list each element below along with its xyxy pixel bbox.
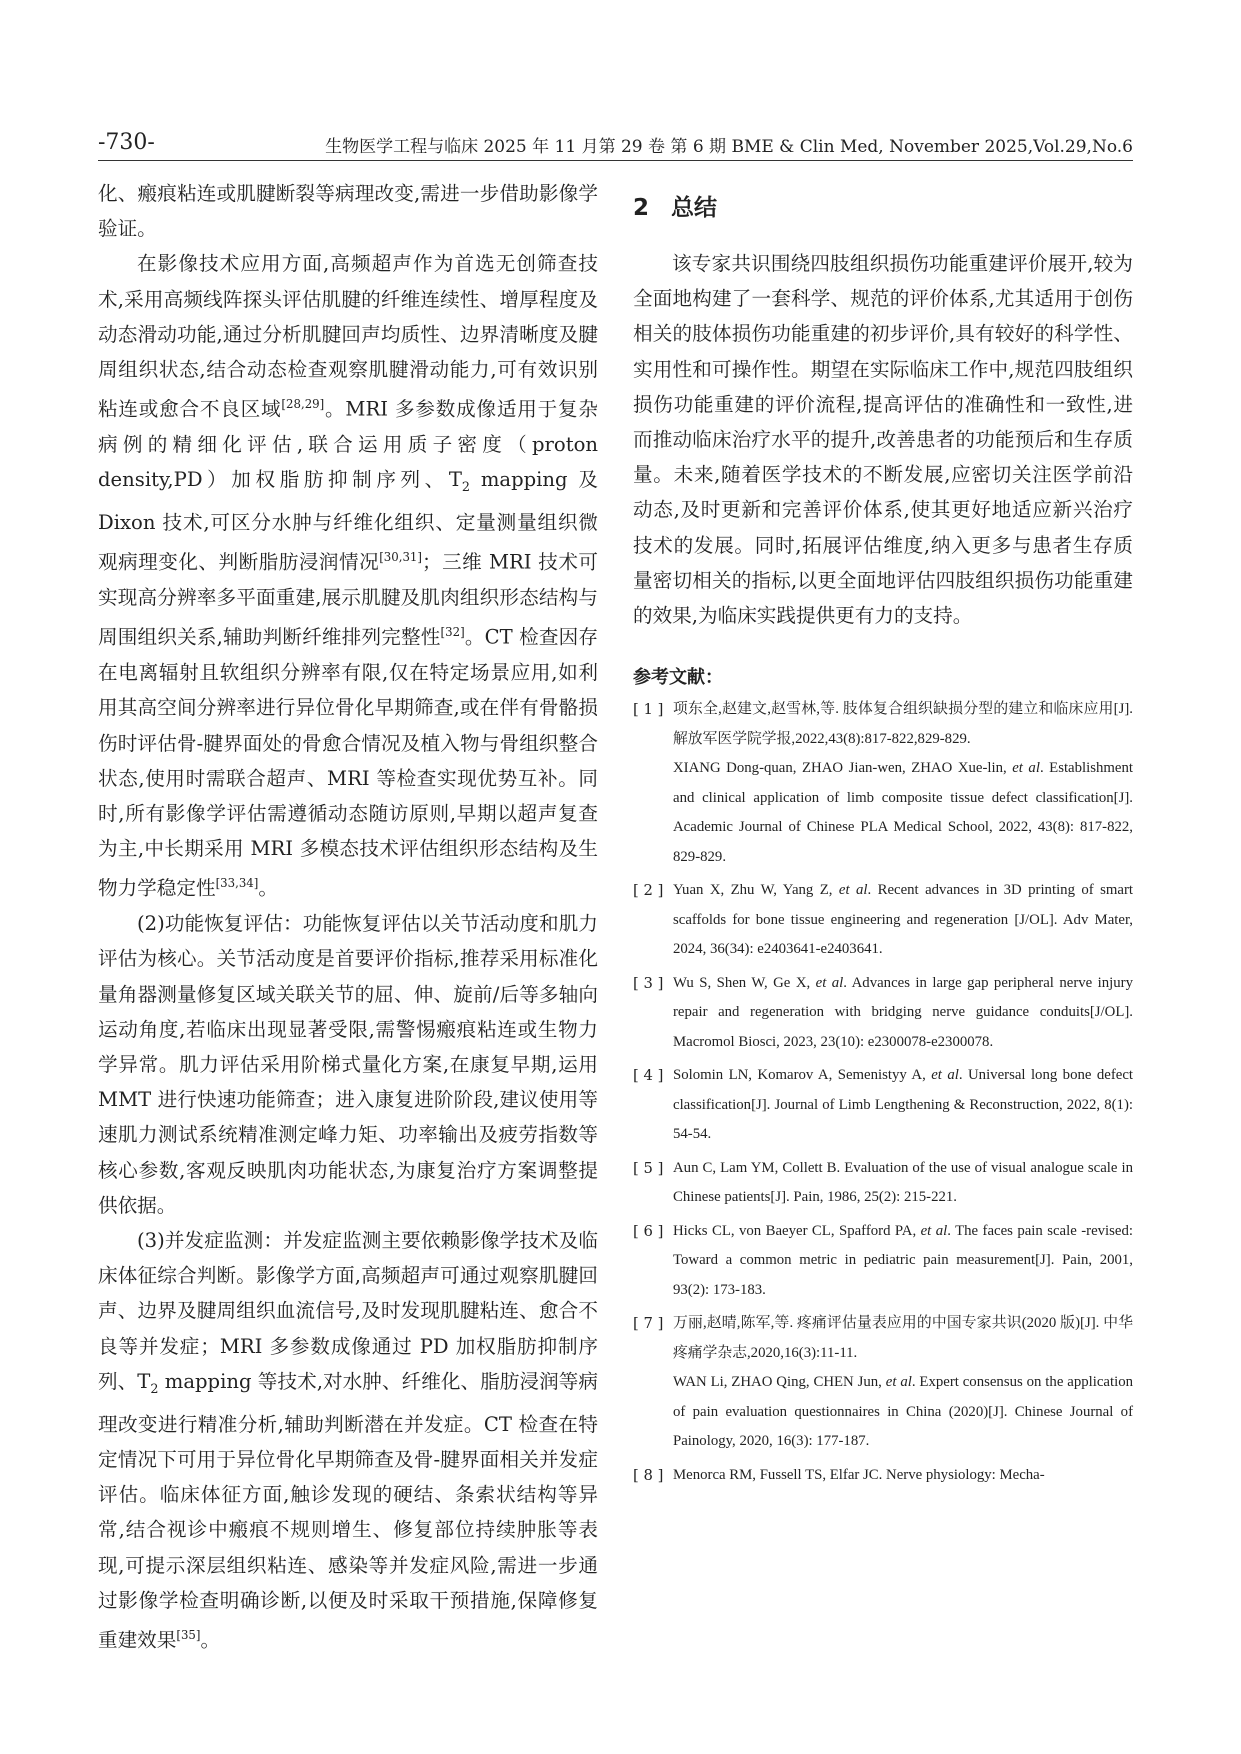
left-column <box>98 176 598 1658</box>
page-header <box>98 130 1133 160</box>
paragraph-continued: 化、瘢痕粘连或肌腱断裂等病理改变,需进一步借助影像学验证。 <box>98 182 598 241</box>
page-number: -730- <box>98 130 155 155</box>
references-list <box>633 695 1133 1490</box>
paragraph-complication: (3)并发症监测：并发症监测主要依赖影像学技术及临床体征综合判断。影像学方面,高频超声可通过观察肌腱回声、边界及腱周组织血流信号,及时发现肌腱粘连、愈合不良等并发症；MRI 多参数成像通过 PD 加权脂肪抑制序列、$T_2$ mapping 等技术,对水肿、纤维化、脂肪浸润等病理改变进行精准分析,辅助判断潜在并发症。CT 检查在特定情况下可用于异位骨化早期筛查及骨-腱界面相关并发症评估。临床体征方面,触诊发现的硬结、条索状结构等异常,结合视诊中瘢痕不规则增生、修复部位持续肿胀等表现,可提示深层组织粘连、感染等并发症风险,需进一步通过影像学检查明确诊断,以便及时采取干预措施,保障修复重建效果[35]。 <box>98 1228 598 1652</box>
citation: [32] <box>440 625 465 640</box>
references-heading: 参考文献： <box>633 667 723 689</box>
reference-item: [ 5 ] Aun C, Lam YM, Collett B. Evaluation of the use of visual analogue scale in Chinese patients[J]. Pain, 1986, 25(2): 215-221. <box>633 1159 1133 1206</box>
reference-item: [ 4 ] Solomin LN, Komarov A, Semenistyy A, et al. Universal long bone defect classification[J]. Journal of Limb Lengthening & Reconstruction, 2022, 8(1): 54-54. <box>633 1067 1134 1143</box>
reference-item: [ 8 ] Menorca RM, Fussell TS, Elfar JC. Nerve physiology: Mecha- <box>633 1466 1045 1484</box>
reference-item: [ 1 ] 项东全,赵建文,赵雪林,等. 肢体复合组织缺损分型的建立和临床应用[J]. 解放军医学院学报,2022,43(8):817-822,829-829. XIANG Dong-quan, ZHAO Jian-wen, ZHAO Xue-lin, et al. Establishment and clinical application of limb composite tissue defect classification[J]. Academic Journal of Chinese PLA Medical School, 2022, 43(8): 817-822, 829-829. <box>633 701 1133 865</box>
reference-item: [ 6 ] Hicks CL, von Baeyer CL, Spafford PA, et al. The faces pain scale -revised: Toward a common metric in pediatric pain measurement[J]. Pain, 2001, 93(2): 173-183. <box>633 1222 1133 1298</box>
paragraph-function-recovery: (2)功能恢复评估：功能恢复评估以关节活动度和肌力评估为核心。关节活动度是首要评价指标,推荐采用标准化量角器测量修复区域关联关节的屈、伸、旋前/后等多轴向运动角度,若临床出现显著受限,需警惕瘢痕粘连或生物力学异常。肌力评估采用阶梯式量化方案,在康复早期,运用 MMT 进行快速功能筛查；进入康复进阶阶段,建议使用等速肌力测试系统精准测定峰力矩、功率输出及疲劳指数等核心参数,客观反映肌肉功能状态,为康复治疗方案调整提供依据。 <box>98 912 598 1217</box>
reference-item: [ 7 ] 万丽,赵晴,陈军,等. 疼痛评估量表应用的中国专家共识(2020 版)[J]. 中华疼痛学杂志,2020,16(3):11-11. WAN Li, ZHAO Qing, CHEN Jun, et al. Expert consensus on the application of pain evaluation questionnaires in China (2020)[J]. Chinese Journal of Painology, 2020, 16(3): 177-187. <box>633 1315 1134 1450</box>
citation: [33,34] <box>215 876 259 891</box>
paragraph-imaging: 在影像技术应用方面,高频超声作为首选无创筛查技术,采用高频线阵探头评估肌腱的纤维连续性、增厚程度及动态滑动功能,通过分析肌腱回声均质性、边界清晰度及腱周组织状态,结合动态检查观察肌腱滑动能力,可有效识别粘连或愈合不良区域[28,29]。MRI 多参数成像适用于复杂病例的精细化评估,联合运用质子密度（proton density,PD）加权脂肪抑制序列、$T_2$ mapping 及 Dixon 技术,可区分水肿与纤维化组织、定量测量组织微观病理变化、判断脂肪浸润情况[30,31]；三维 MRI 技术可实现高分辨率多平面重建,展示肌腱及肌肉组织形态结构与周围组织关系,辅助判断纤维排列完整性[32]。CT 检查因存在电离辐射且软组织分辨率有限,仅在特定场景应用,如利用其高空间分辨率进行异位骨化早期筛查,或在伴有骨骼损伤时评估骨-腱界面处的骨愈合情况及植入物与骨组织整合状态,使用时需联合超声、MRI 等检查实现优势互补。同时,所有影像学评估需遵循动态随访原则,早期以超声复查为主,中长期采用 MRI 多模态技术评估组织形态结构及生物力学稳定性[33,34]。 <box>98 252 599 900</box>
reference-item: [ 3 ] Wu S, Shen W, Ge X, et al. Advances in large gap peripheral nerve injury repair and regeneration with bridging nerve guidance conduits[J/OL]. Macromol Biosci, 2023, 23(10): e2300078-e2300078. <box>633 974 1134 1050</box>
section-number: 2 <box>633 195 650 221</box>
summary-paragraph: 该专家共识围绕四肢组织损伤功能重建评价展开,较为全面地构建了一套科学、规范的评价体系,尤其适用于创伤相关的肢体损伤功能重建的初步评价,具有较好的科学性、实用性和可操作性。期望在实际临床工作中,规范四肢组织损伤功能重建的评价流程,提高评估的准确性和一致性,进而推动临床治疗水平的提升,改善患者的功能预后和生存质量。未来,随着医学技术的不断发展,应密切关注医学前沿动态,及时更新和完善评价体系,使其更好地适应新兴治疗技术的发展。同时,拓展评估维度,纳入更多与患者生存质量密切相关的指标,以更全面地评估四肢组织损伤功能重建的效果,为临床实践提供更有力的支持。 <box>633 252 1133 628</box>
citation: [28,29] <box>281 397 325 412</box>
reference-item: [ 2 ] Yuan X, Zhu W, Yang Z, et al. Recent advances in 3D printing of smart scaffolds for bone tissue engineering and regeneration [J/OL]. Adv Mater, 2024, 36(34): e2403641-e2403641. <box>633 882 1133 958</box>
header-rule <box>98 160 1133 161</box>
section-title: 总结 <box>671 195 717 221</box>
citation: [30,31] <box>379 550 422 565</box>
journal-header: 生物医学工程与临床 2025 年 11 月第 29 卷 第 6 期 BME & Clin Med, November 2025,Vol.29,No.6 <box>325 137 1133 157</box>
citation: [35] <box>176 1628 201 1643</box>
right-column <box>633 176 1133 1494</box>
section-heading <box>633 186 1133 230</box>
